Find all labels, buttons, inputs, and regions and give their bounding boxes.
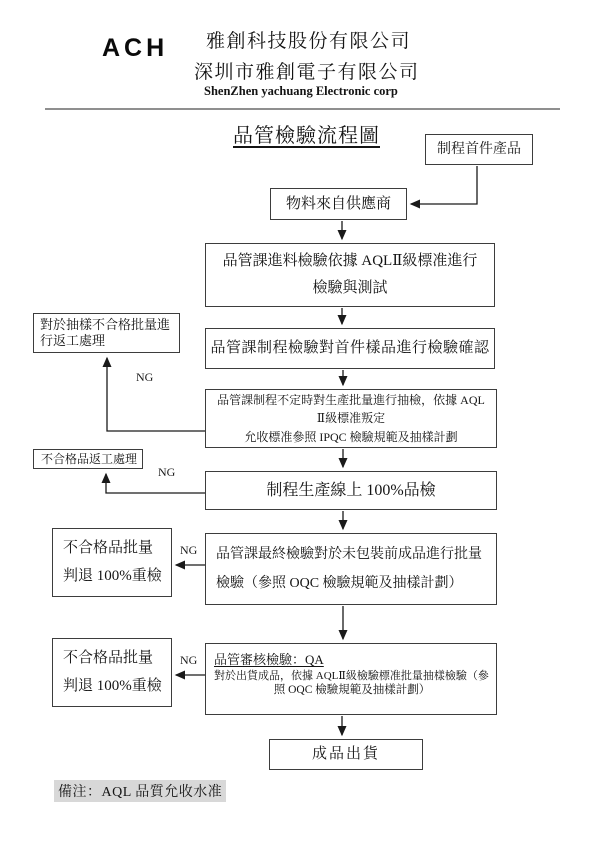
- node-reject-fqc: [52, 528, 172, 597]
- company-name-en: ShenZhen yachuang Electronic corp: [204, 84, 398, 98]
- node-fqc-inspection: [205, 533, 497, 605]
- ng-label-inline: NG: [158, 465, 176, 479]
- footer-note: 備注：AQL 品質允收水准: [54, 780, 226, 802]
- node-reject-qa: [52, 638, 172, 707]
- node-material-supplier-label: 物料來自供應商: [285, 195, 391, 212]
- node-qa-line2: 對於出貨成品，依據 AQLⅡ級檢驗標准批量抽樣檢驗（參: [214, 669, 489, 682]
- node-iqc-line2: 檢驗與測試: [312, 280, 388, 297]
- node-qa-audit: [205, 643, 497, 715]
- node-inline-inspection-label: 制程生產線上 100%品檢: [266, 481, 436, 499]
- node-first-article-label: 制程首件產品: [437, 141, 521, 157]
- node-reject-qa-line1: 不合格品批量: [63, 649, 154, 666]
- node-rework-sampling-line1: 對於抽樣不合格批量進: [40, 317, 171, 332]
- node-reject-qa-line2: 判退 100%重檢: [63, 678, 162, 695]
- node-rework-sampling: [33, 313, 180, 353]
- node-ship-out: [269, 739, 423, 770]
- node-fqc-line1: 品管課最終檢驗對於未包裝前成品進行批量: [216, 546, 482, 562]
- node-first-sample-check: [205, 328, 495, 369]
- node-ipqc-line1: 品管課制程不定時對生產批量進行抽檢，依據 AQL: [217, 392, 485, 407]
- header-divider: [45, 108, 560, 110]
- node-ipqc-inspection: [205, 389, 497, 448]
- ng-label-fqc: NG: [180, 543, 198, 557]
- node-material-supplier: [270, 188, 407, 220]
- node-first-sample-check-label: 品管課制程檢驗對首件樣品進行檢驗確認: [210, 340, 490, 357]
- node-ipqc-line2: Ⅱ級標准叛定: [316, 411, 386, 426]
- page-title: 品管檢驗流程圖: [233, 125, 380, 147]
- node-rework-sampling-line2: 行返工處理: [40, 333, 106, 349]
- node-ipqc-line3: 允收標准參照 IPQC 檢驗規範及抽樣計劃: [244, 429, 458, 444]
- company-name-tw: 雅創科技股份有限公司: [206, 31, 412, 52]
- node-first-article: [425, 134, 533, 165]
- company-logo: ACH: [102, 34, 169, 62]
- node-qa-title: 品管審核檢驗：QA: [214, 652, 324, 667]
- node-iqc-inspection: [205, 243, 495, 307]
- node-rework-defect: [33, 449, 143, 469]
- ng-label-sampling: NG: [136, 370, 154, 384]
- company-name-sz: 深圳市雅創電子有限公司: [194, 62, 420, 83]
- node-fqc-line2: 檢驗（參照 OQC 檢驗規範及抽樣計劃）: [216, 575, 463, 591]
- node-iqc-line1: 品管課進料檢驗依據 AQLⅡ級標准進行: [222, 253, 478, 270]
- ng-label-qa: NG: [180, 653, 198, 667]
- node-qa-line3: 照 OQC 檢驗規範及抽樣計劃）: [273, 684, 431, 697]
- node-inline-inspection: [205, 471, 497, 510]
- node-rework-defect-label: 不合格品返工處理: [41, 451, 138, 466]
- node-reject-fqc-line2: 判退 100%重檢: [63, 568, 162, 585]
- node-reject-fqc-line1: 不合格品批量: [63, 539, 154, 556]
- node-ship-out-label: 成品出貨: [311, 746, 380, 763]
